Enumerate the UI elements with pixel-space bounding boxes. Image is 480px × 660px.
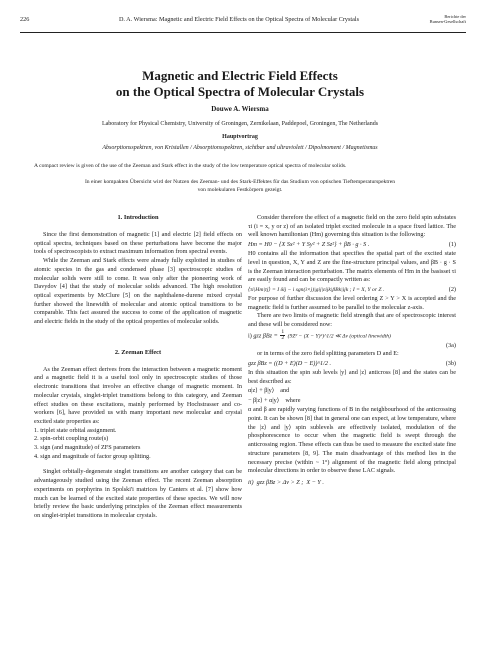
author: Douwe A. Wiersma [211, 105, 269, 113]
case-1-or-text: or in terms of the zero field splitting parameters D and E: [257, 350, 399, 358]
field-paragraph-6: α and β are rapidly varying functions of B in the neighbourhood of the anticrossing point. It can be shown [8] that in general one can expect, at low temperature, where the |z⟩ and |y⟩ spin sublevels are effectively isolated, modulation of the phosphorescence to occur when the magnetic field is swept through the anticrossing region. These effects can thus be used to measure the excited state fine structure parameters [8, 9]. The main disadvantage of this method lies in the necessary precise (within ~ 1°) alignment of the magnetic field along principal molecular directions in order to observe these LAC signals. [248, 406, 456, 475]
page-header [20, 13, 466, 31]
abstract-german-line1: In einer kompakten Übersicht wird der Nutzen des Zeeman- und des Stark-Effektes für das Studium von optischen Tieftemperaturspektren [84, 179, 396, 185]
keywords: Absorptionsspektren, von Kristallen / Absorptionsspektren, sichtbar und ultraviolett / Dipolmoment / Magnetismus [102, 145, 378, 151]
list-item: 3. sign (and magnitude) of ZFS parameters [34, 444, 141, 452]
case-1-equation [248, 330, 456, 343]
equation-3a-number-row [248, 342, 456, 350]
case-1-fraction [280, 330, 285, 342]
running-title: D. A. Wiersma: Magnetic and Electric Field Effects on the Optical Spectra of Molecular Crystals [118, 16, 360, 23]
article-title-line2: on the Optical Spectra of Molecular Crystals [115, 84, 365, 99]
equation-3a-number: (3a) [446, 342, 456, 350]
equation-2 [248, 285, 456, 295]
case-2-equation: ii) gzz βBz > Δv > Z ; X − Y . [248, 478, 324, 486]
field-paragraph-1: Consider therefore the effect of a magnetic field on the zero field spin substates τi (i = x, y or z) of an isolated triplet excited molecule in a space fixed lattice. The well known hamiltonian (Hm) governing this situation is the following: [248, 214, 456, 239]
field-paragraph-4: There are two limits of magnetic field strength that are of spectroscopic interest and these will be considered now: [248, 312, 456, 329]
journal-name-line1: Berichte der [444, 14, 466, 19]
case-1-lhs: gzz βBz = [253, 332, 278, 340]
fraction-denominator: 2 [281, 335, 285, 342]
right-column [248, 214, 456, 488]
list-item: 1. triplet state orbital assignment. [34, 426, 117, 434]
case-1-rhs: (9Z² − (X − Y)²)^1/2 ≪ Δv (optical linewidth) [287, 333, 391, 340]
field-paragraph-3: For purpose of further discussion the level ordering Z > Y > X is accepted and the magnetic field is further assumed to be parallel to the molecular z-axis. [248, 294, 456, 311]
equation-3b-body: gzz βBz = ((D + E)(D − E))^1/2 . [248, 359, 332, 367]
field-paragraph-5: In this situation the spin sub levels |y⟩ and |z⟩ anticross [8] and the states can be best described as: [248, 368, 456, 385]
equation-2-body: ⟨τi|Hm|τj⟩ = I δij − i sgn(i×j)|gij|εijk|βBk|ijk ; I = X, Y or Z . [248, 286, 385, 293]
equation-1-number: (1) [448, 241, 456, 249]
introduction-paragraph-1: Since the first demonstration of magnetic [1] and electric [2] field effects on optical spectra, techniques based on these perturbations have become the major tools of spectroscopists to extract maximum information from spectral events. [34, 231, 242, 256]
state-2: − β|z⟩ + α|y⟩ where [248, 397, 301, 405]
equation-3b [248, 359, 456, 369]
list-item: 2. spin-orbit coupling route(s) [34, 435, 109, 443]
property-list [34, 427, 242, 462]
equation-1-body: Hm = H0 − {X Sx² + Y Sy² + Z Sz²} + βB · g · S . [248, 241, 370, 249]
abstract-german [34, 178, 446, 194]
page-number: 226 [20, 16, 30, 23]
zeeman-paragraph-1: As the Zeeman effect derives from the interaction between a magnetic moment and a magnetic field it is a useful tool only in spectroscopic studies of those electronic transitions that involve an effective change of magnetic moment. In molecular crystals, singlet-triplet transitions belong to this category, and Zeeman effect studies on these excitations, mainly performed by Hochstrasser and co-workers [6], have provided us with many important new molecular and crystal excited state properties as: [34, 365, 242, 425]
zeeman-paragraph-2: Singlet orbitally-degenerate singlet transitions are another category that can be advantageously studied using the Zeeman effect. The recent Zeeman absorption experiments on porphyrins in Spolski'i matrices by Canters et al. [7] show how much can be learned of the excited state properties of these species. We will now briefly review the basic underlying principles of the Zeeman effect measurements on singlet-triplet transitions in molecular crystals. [34, 468, 242, 519]
equation-3b-number: (3b) [445, 359, 456, 367]
header-rule [20, 32, 466, 33]
article-title-line1: Magnetic and Electric Field Effects [142, 68, 338, 83]
journal-name [430, 14, 466, 24]
introduction-paragraph-2: While the Zeeman and Stark effects were already fully exploited in studies of atomic species in the gas and condensed phase [3] spectroscopic studies of molecular solids were still to come. It was only after the pioneering work of Davydov [4] that the study of molecular solids advanced. The high resolution optical experiments by McClure [5] on the naphthalene-durene mixed crystal further showed the linewidth of molecular and atomic optical transitions to be comparable. This fact assured the success to come of the application of magnetic and electric fields in the study of the optical properties of molecular solids. [34, 257, 242, 326]
journal-name-line2: Bunsen-Gesellschaft [429, 19, 466, 25]
article-title [0, 68, 480, 100]
equation-1 [248, 240, 456, 250]
case-1-label: i) [248, 332, 252, 340]
keywords-heading: Hauptvortrag [222, 134, 258, 140]
fraction-numerator: 1 [281, 328, 285, 335]
introduction-heading: 1. Introduction [117, 214, 159, 221]
state-1: α|z⟩ + β|y⟩ and [248, 387, 290, 395]
list-item: 4. sign and magnitude of factor group splitting. [34, 452, 151, 460]
equation-2-number: (2) [448, 285, 456, 293]
abstract-english: A compact review is given of the use of the Zeeman and Stark effect in the study of the low temperature optical spectra of molecular solids. [34, 163, 347, 169]
field-paragraph-2: H0 contains all the information that specifies the spatial part of the excited state level in question, X, Y and Z are the fine-structure principal values, and βB · g · S is the Zeeman interaction perturbation. The matrix elements of Hm in the basisset τi are easily found and can be compactly written as: [248, 250, 456, 284]
abstract-german-line2: von molekularen Festkörpern gezeigt. [197, 187, 283, 193]
affiliation: Laboratory for Physical Chemistry, University of Groningen, Zernikelaan, Paddepoel, Groningen, The Netherlands [101, 121, 379, 127]
zeeman-effect-heading: 2. Zeeman Effect [114, 348, 162, 356]
left-column [34, 214, 242, 521]
